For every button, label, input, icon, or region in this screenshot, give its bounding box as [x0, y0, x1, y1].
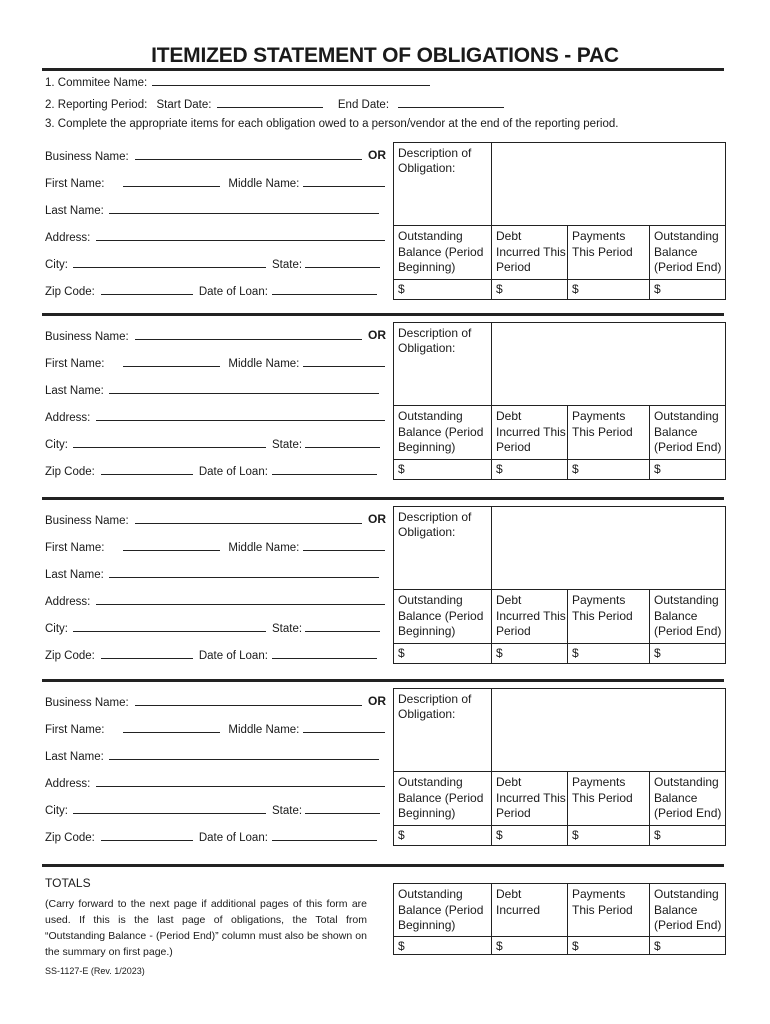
section-divider-4 [42, 679, 724, 682]
col-outstanding-end: Outstanding Balance (Period End) [649, 406, 725, 460]
business-name-label: Business Name: [45, 515, 129, 527]
description-field-2[interactable] [492, 323, 725, 405]
field-row [45, 356, 385, 370]
last-name-label: Last Name: [45, 751, 104, 763]
date-of-loan-field-2[interactable] [272, 464, 377, 475]
field-row [45, 567, 379, 581]
col-outstanding-begin: Outstanding Balance (Period Beginning) [398, 229, 484, 274]
state-label: State: [272, 259, 303, 271]
field-row [45, 464, 377, 478]
last-name-field-2[interactable] [109, 383, 379, 394]
state-field-2[interactable] [305, 437, 380, 448]
middle-name-label: Middle Name: [228, 178, 300, 190]
field-row [45, 329, 362, 343]
field-row [45, 621, 380, 635]
address-field-2[interactable] [96, 410, 385, 421]
amounts-row-1 [394, 279, 725, 300]
date-of-loan-label: Date of Loan: [198, 832, 268, 844]
amount-outstanding-end[interactable]: $ [649, 280, 725, 300]
col-debt-incurred: Debt Incurred This Period [491, 772, 567, 826]
last-name-field-1[interactable] [109, 203, 379, 214]
totals-note: (Carry forward to the next page if additional pages of this form are used. If this is the last page of obligations, the Total from “Outstanding Balance - (Period End)” column must also be shown on the summary on first page.) [45, 898, 367, 958]
amounts-header-4 [394, 771, 725, 826]
amount-outstanding-begin[interactable]: $ [398, 828, 405, 842]
zip-code-label: Zip Code: [45, 832, 95, 844]
first-name-label: First Name: [45, 542, 105, 554]
amounts-row-3 [394, 643, 725, 664]
middle-name-label: Middle Name: [228, 542, 300, 554]
middle-name-field-1[interactable] [303, 176, 385, 187]
last-name-field-4[interactable] [109, 749, 379, 760]
field-row [45, 594, 385, 608]
col-outstanding-end: Outstanding Balance (Period End) [649, 590, 725, 644]
field-row [45, 830, 377, 844]
first-name-field-2[interactable] [123, 356, 220, 367]
field-row [45, 257, 380, 271]
middle-name-field-2[interactable] [303, 356, 385, 367]
first-name-label: First Name: [45, 178, 105, 190]
amount-payments[interactable]: $ [567, 280, 649, 300]
col-outstanding-begin: Outstanding Balance (Period Beginning) [398, 775, 484, 820]
field-row [45, 149, 362, 163]
amount-outstanding-begin[interactable]: $ [398, 462, 405, 476]
totals-col-outstanding-begin: Outstanding Balance (Period Beginning) [398, 887, 484, 932]
totals-amount-outstanding-end[interactable]: $ [649, 937, 725, 955]
zip-code-field-4[interactable] [101, 830, 193, 841]
totals-amount-payments[interactable]: $ [567, 937, 649, 955]
address-field-1[interactable] [96, 230, 385, 241]
city-label: City: [45, 805, 68, 817]
obligation-box-4 [393, 688, 726, 846]
last-name-label: Last Name: [45, 205, 104, 217]
field-row [45, 383, 379, 397]
amount-outstanding-end[interactable]: $ [649, 460, 725, 480]
totals-amount-row [394, 936, 725, 955]
address-label: Address: [45, 412, 91, 424]
col-debt-incurred: Debt Incurred This Period [491, 590, 567, 644]
obligation-box-3 [393, 506, 726, 664]
description-field-4[interactable] [492, 689, 725, 771]
end-date-field[interactable] [398, 97, 504, 108]
amount-debt-incurred[interactable]: $ [491, 826, 567, 846]
city-field-2[interactable] [73, 437, 266, 448]
col-outstanding-end: Outstanding Balance (Period End) [649, 226, 725, 280]
obligation-box-2 [393, 322, 726, 480]
totals-heading: TOTALS [45, 876, 91, 890]
date-of-loan-field-4[interactable] [272, 830, 377, 841]
amounts-header-2 [394, 405, 725, 460]
amount-outstanding-begin[interactable]: $ [398, 646, 405, 660]
form-title: ITEMIZED STATEMENT OF OBLIGATIONS - PAC [151, 44, 619, 67]
middle-name-field-4[interactable] [303, 722, 385, 733]
totals-table [393, 883, 726, 955]
amount-outstanding-end[interactable]: $ [649, 826, 725, 846]
amount-debt-incurred[interactable]: $ [491, 644, 567, 664]
address-field-4[interactable] [96, 776, 385, 787]
amount-payments[interactable]: $ [567, 826, 649, 846]
amount-debt-incurred[interactable]: $ [491, 460, 567, 480]
obligation-box-1 [393, 142, 726, 300]
state-label: State: [272, 623, 303, 635]
or-label: OR [368, 328, 386, 342]
field-row [45, 648, 377, 662]
section-divider-2 [42, 313, 724, 316]
totals-rule [42, 864, 724, 867]
zip-code-label: Zip Code: [45, 466, 95, 478]
first-name-field-1[interactable] [123, 176, 220, 187]
zip-code-field-3[interactable] [101, 648, 193, 659]
middle-name-field-3[interactable] [303, 540, 385, 551]
field-row [45, 230, 385, 244]
totals-col-payments: Payments This Period [567, 884, 649, 936]
form-number: SS-1127-E (Rev. 1/2023) [45, 966, 145, 976]
city-label: City: [45, 259, 68, 271]
business-name-field-3[interactable] [135, 513, 362, 524]
date-of-loan-field-1[interactable] [272, 284, 377, 295]
or-label: OR [368, 694, 386, 708]
state-label: State: [272, 439, 303, 451]
description-field-3[interactable] [492, 507, 725, 589]
business-name-label: Business Name: [45, 331, 129, 343]
totals-col-debt-incurred: Debt Incurred [491, 884, 567, 936]
amount-payments[interactable]: $ [567, 644, 649, 664]
field-row [45, 749, 379, 763]
date-of-loan-field-3[interactable] [272, 648, 377, 659]
last-name-label: Last Name: [45, 569, 104, 581]
first-name-field-3[interactable] [123, 540, 220, 551]
zip-code-field-2[interactable] [101, 464, 193, 475]
title-rule [42, 68, 724, 71]
col-outstanding-begin: Outstanding Balance (Period Beginning) [398, 593, 484, 638]
reporting-period-label: 2. Reporting Period: [45, 99, 148, 111]
description-label: Description of Obligation: [398, 326, 472, 355]
field-row [45, 410, 385, 424]
zip-code-label: Zip Code: [45, 650, 95, 662]
first-name-label: First Name: [45, 724, 105, 736]
col-debt-incurred: Debt Incurred This Period [491, 406, 567, 460]
middle-name-label: Middle Name: [228, 358, 300, 370]
address-field-3[interactable] [96, 594, 385, 605]
amounts-row-2 [394, 459, 725, 480]
middle-name-label: Middle Name: [228, 724, 300, 736]
address-label: Address: [45, 232, 91, 244]
field-row [45, 513, 362, 527]
description-label: Description of Obligation: [398, 146, 472, 175]
committee-name-label: 1. Commitee Name: [45, 77, 148, 89]
reporting-period-row [45, 97, 504, 111]
description-field-1[interactable] [492, 143, 725, 225]
state-label: State: [272, 805, 303, 817]
amounts-row-4 [394, 825, 725, 846]
date-of-loan-label: Date of Loan: [198, 650, 268, 662]
field-row [45, 776, 385, 790]
date-of-loan-label: Date of Loan: [198, 466, 268, 478]
col-outstanding-begin: Outstanding Balance (Period Beginning) [398, 409, 484, 454]
city-field-1[interactable] [73, 257, 266, 268]
zip-code-label: Zip Code: [45, 286, 95, 298]
business-name-field-4[interactable] [135, 695, 362, 706]
address-label: Address: [45, 596, 91, 608]
col-outstanding-end: Outstanding Balance (Period End) [649, 772, 725, 826]
field-row [45, 540, 385, 554]
committee-name-row [45, 75, 430, 89]
end-date-label: End Date: [337, 99, 390, 111]
state-field-3[interactable] [305, 621, 380, 632]
committee-name-field[interactable] [152, 75, 430, 86]
start-date-label: Start Date: [156, 99, 212, 111]
first-name-label: First Name: [45, 358, 105, 370]
col-debt-incurred: Debt Incurred This Period [491, 226, 567, 280]
business-name-label: Business Name: [45, 697, 129, 709]
amount-debt-incurred[interactable]: $ [491, 280, 567, 300]
amount-outstanding-end[interactable]: $ [649, 644, 725, 664]
city-field-3[interactable] [73, 621, 266, 632]
totals-col-outstanding-end: Outstanding Balance (Period End) [649, 884, 725, 936]
totals-amount-outstanding-begin[interactable]: $ [398, 939, 405, 953]
field-row [45, 437, 380, 451]
field-row [45, 284, 377, 298]
col-payments: Payments This Period [567, 772, 649, 826]
description-label: Description of Obligation: [398, 692, 472, 721]
business-name-label: Business Name: [45, 151, 129, 163]
city-label: City: [45, 439, 68, 451]
last-name-label: Last Name: [45, 385, 104, 397]
field-row [45, 176, 385, 190]
amounts-header-3 [394, 589, 725, 644]
first-name-field-4[interactable] [123, 722, 220, 733]
amount-outstanding-begin[interactable]: $ [398, 282, 405, 296]
state-field-4[interactable] [305, 803, 380, 814]
city-label: City: [45, 623, 68, 635]
col-payments: Payments This Period [567, 406, 649, 460]
city-field-4[interactable] [73, 803, 266, 814]
zip-code-field-1[interactable] [101, 284, 193, 295]
start-date-field[interactable] [217, 97, 323, 108]
col-payments: Payments This Period [567, 226, 649, 280]
instructions: 3. Complete the appropriate items for each obligation owed to a person/vendor at the end of the reporting period. [45, 118, 619, 130]
field-row [45, 203, 379, 217]
description-label: Description of Obligation: [398, 510, 472, 539]
field-row [45, 695, 362, 709]
business-name-field-2[interactable] [135, 329, 362, 340]
business-name-field-1[interactable] [135, 149, 362, 160]
state-field-1[interactable] [305, 257, 380, 268]
address-label: Address: [45, 778, 91, 790]
col-payments: Payments This Period [567, 590, 649, 644]
date-of-loan-label: Date of Loan: [198, 286, 268, 298]
field-row [45, 722, 385, 736]
section-divider-3 [42, 497, 724, 500]
amounts-header-1 [394, 225, 725, 280]
amount-payments[interactable]: $ [567, 460, 649, 480]
or-label: OR [368, 512, 386, 526]
last-name-field-3[interactable] [109, 567, 379, 578]
field-row [45, 803, 380, 817]
or-label: OR [368, 148, 386, 162]
totals-amount-debt[interactable]: $ [491, 937, 567, 955]
